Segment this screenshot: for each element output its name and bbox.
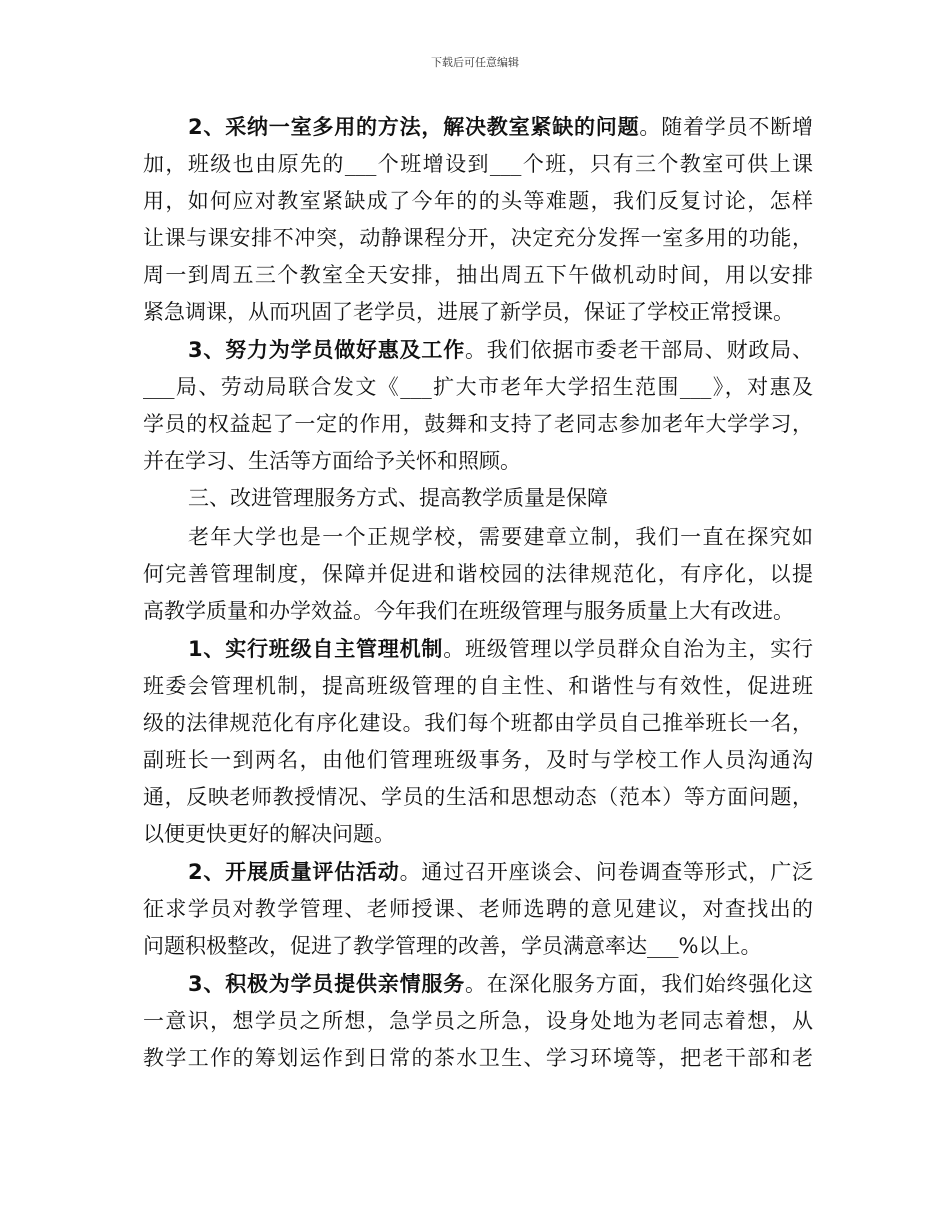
line-text: 紧急调课，从而巩固了老学员，进展了新学员，保证了学校正常授课。: [143, 300, 794, 324]
text-line: [143, 672, 813, 700]
text-line: [188, 635, 813, 663]
line-text: 征求学员对教学管理、老师授课、老师选聘的意见建议，对查找出的: [143, 897, 813, 921]
text-line: [143, 783, 813, 811]
line-text: 加，班级也由原先的___个班增设到___个班，只有三个教室可供上课: [143, 152, 813, 176]
text-line: [143, 261, 813, 289]
bold-lead: 2、采纳一室多用的方法，解决教室紧缺的问题: [188, 115, 640, 139]
bold-lead: 1、实行班级自主管理机制: [188, 637, 444, 661]
text-line: [143, 709, 813, 737]
section-heading: [188, 484, 813, 512]
line-text: 用，如何应对教室紧缺成了今年的的头等难题，我们反复讨论，怎样: [143, 189, 813, 213]
line-text: 。在深化服务方面，我们始终强化这: [465, 972, 813, 996]
text-line: [143, 298, 813, 326]
line-text: 以便更快更好的解决问题。: [143, 822, 395, 846]
line-text: 。我们依据市委老干部局、财政局、: [465, 338, 813, 362]
line-text: 周一到周五三个教室全天安排，抽出周五下午做机动时间，用以安排: [143, 263, 813, 287]
line-text: 通，反映老师教授情况、学员的生活和思想动态（范本）等方面问题，: [143, 785, 813, 809]
text-line: [143, 410, 813, 438]
line-text: 何完善管理制度，保障并促进和谐校园的法律规范化，有序化，以提: [143, 562, 813, 586]
text-line: [188, 336, 813, 364]
line-text: ___局、劳动局联合发文《___扩大市老年大学招生范围___》，对惠及: [143, 375, 813, 399]
line-text: 问题积极整改，促进了教学管理的改善，学员满意率达___%以上。: [143, 934, 762, 958]
line-text: 。班级管理以学员群众自治为主，实行: [443, 637, 813, 661]
text-line: [188, 523, 813, 551]
text-line: [143, 187, 813, 215]
text-line: [188, 970, 813, 998]
text-line: [143, 560, 813, 588]
bold-lead: 2、开展质量评估活动: [188, 860, 400, 884]
text-line: [143, 895, 813, 923]
line-text: 并在学习、生活等方面给予关怀和照顾。: [143, 449, 521, 473]
line-text: 。通过召开座谈会、问卷调查等形式，广泛: [399, 860, 813, 884]
line-text: 三、改进管理服务方式、提高教学质量是保障: [188, 486, 608, 510]
text-line: [143, 1044, 813, 1072]
line-text: 。随着学员不断增: [639, 115, 813, 139]
line-text: 级的法律规范化有序化建设。我们每个班都由学员自己推举班长一名，: [143, 711, 813, 735]
line-text: 学员的权益起了一定的作用，鼓舞和支持了老同志参加老年大学学习，: [143, 412, 813, 436]
bold-lead: 3、努力为学员做好惠及工作: [188, 338, 465, 362]
text-line: [188, 113, 813, 141]
page-header: 下载后可任意编辑: [431, 56, 519, 69]
line-text: 教学工作的筹划运作到日常的茶水卫生、学习环境等，把老干部和老: [143, 1046, 813, 1070]
text-line: [143, 820, 813, 848]
text-line: [143, 373, 813, 401]
line-text: 让课与课安排不冲突，动静课程分开，决定充分发挥一室多用的功能，: [143, 226, 813, 250]
text-line: [143, 597, 813, 625]
text-line: [143, 224, 813, 252]
line-text: 班委会管理机制，提高班级管理的自主性、和谐性与有效性，促进班: [143, 674, 813, 698]
text-line: [143, 1007, 813, 1035]
bold-lead: 3、积极为学员提供亲情服务: [188, 972, 465, 996]
text-line: [143, 746, 813, 774]
line-text: 一意识，想学员之所想，急学员之所急，设身处地为老同志着想，从: [143, 1009, 813, 1033]
text-line: [143, 932, 813, 960]
text-line: [143, 447, 813, 475]
line-text: 高教学质量和办学效益。今年我们在班级管理与服务质量上大有改进。: [143, 599, 794, 623]
text-line: [143, 150, 813, 178]
line-text: 老年大学也是一个正规学校，需要建章立制，我们一直在探究如: [188, 525, 813, 549]
line-text: 副班长一到两名，由他们管理班级事务，及时与学校工作人员沟通沟: [143, 748, 813, 772]
text-line: [188, 858, 813, 886]
